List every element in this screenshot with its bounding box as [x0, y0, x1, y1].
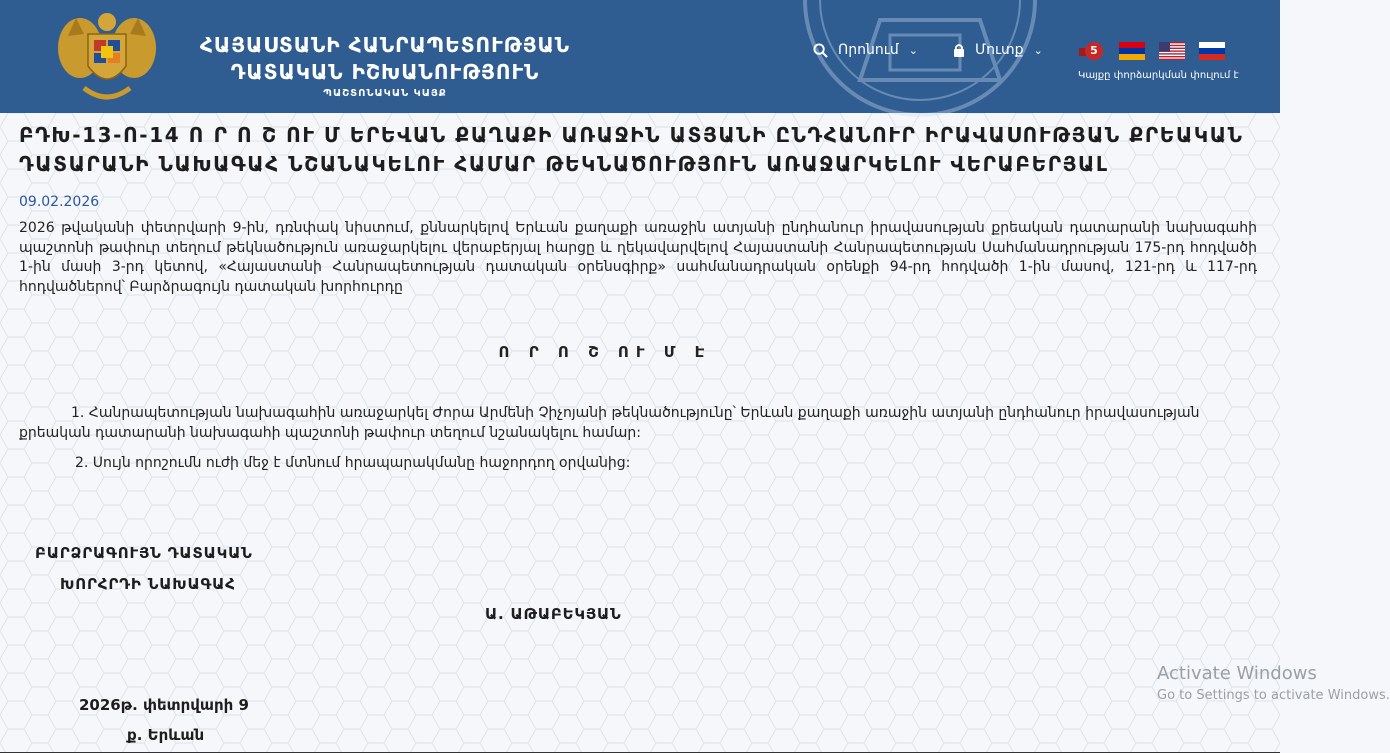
decision-item-1: 1. Հանրապետության նախագահին առաջարկել Ժորա Արմենի Չիչոյանի թեկնածությունը՝ Երևան քաղաքի առաջին ատյանի ընդհանուր իրավասության քրեական դատարանի նախագահի պաշտոնի թափուր տեղում նշանակելու համար:: [19, 405, 1200, 441]
notification-badge: 5: [1085, 42, 1103, 60]
watermark-line1: Activate Windows: [1157, 663, 1317, 684]
decision-item-2: 2. Սույն որոշումն ուժի մեջ է մտնում հրապարակմանը հաջորդող օրվանից:: [75, 455, 631, 471]
search-icon: [813, 43, 828, 58]
chevron-down-icon: ⌄: [908, 43, 918, 57]
search-label: Որոնում: [838, 42, 899, 58]
notification-icon[interactable]: [1079, 42, 1107, 60]
watermark-line2: Go to Settings to activate Windows.: [1157, 688, 1390, 703]
sign-date: 2026թ. փետրվարի 9: [79, 696, 249, 714]
site-title-line1: ՀԱՅԱՍՏԱՆԻ ՀԱՆՐԱՊԵՏՈՒԹՅԱՆ: [199, 33, 571, 57]
chevron-down-icon: ⌄: [1033, 43, 1043, 57]
lock-icon: [953, 43, 965, 57]
site-title-line2: ԴԱՏԱԿԱՆ ԻՇԽԱՆՈՒԹՅՈՒՆ: [230, 60, 540, 84]
document-title: ԲԴԽ-13-Ո-14 Ո Ր Ո Շ ՈՒ Մ ԵՐԵՎԱՆ ՔԱՂԱՔԻ ԱՌԱՋԻՆ ԱՏՅԱՆԻ ԸՆԴՀԱՆՈՒՐ ԻՐԱՎԱՍՈՒԹՅԱՆ ՔՐԵԱԿԱՆ ԴԱՏԱՐԱՆԻ ՆԱԽԱԳԱՀ ՆՇԱՆԱԿԵԼՈՒ ՀԱՄԱՐ ԹԵԿՆԱԾՈՒԹՅՈՒՆ ԱՌԱՋԱՐԿԵԼՈՒ ՎԵՐԱԲԵՐՅԱԼ: [19, 123, 1244, 176]
signature-name: Ա. ԱԹԱԲԵԿՅԱՆ: [485, 605, 622, 623]
site-header: [0, 0, 1280, 113]
site-subtitle: ՊԱՇՏՈՆԱԿԱՆ ԿԱՅՔ: [323, 88, 447, 99]
coat-of-arms[interactable]: [56, 8, 158, 106]
flag-ru-icon[interactable]: [1199, 42, 1225, 60]
login-label: Մուտք: [975, 42, 1024, 58]
signature-title-line2: ԽՈՐՀՐԴԻ ՆԱԽԱԳԱՀ: [60, 575, 236, 593]
decides-heading: Ո Ր Ո Շ ՈՒ Մ Է: [498, 343, 712, 361]
document-preamble: 2026 թվականի փետրվարի 9-ին, դռնփակ նիստում, քննարկելով Երևան քաղաքի առաջին ատյանի ընդհանուր իրավասության քրեական դատարանի նախագահի պաշտոնի թափուր տեղում թեկնածություն առաջարկելու վերաբերյալ հարցը և ղեկավարվելով Հայաստանի Հանրապետության Սահմանադրության 175-րդ հոդվածի 1-ին մասի 3-րդ կետով, «Հայաստանի Հանրապետության դատական օրենսգիրք» սահմանադրական օրենքի 94-րդ հոդվածի 1-ին մասով, 121-րդ և 117-րդ հոդվածներով՝ Բարձրագույն դատական խորհուրդը: [19, 220, 1257, 295]
court-building-seal: [790, 0, 1050, 120]
testing-phase-note: Կայքը փորձարկման փուլում է: [1078, 70, 1239, 81]
sign-place: ք. Երևան: [127, 726, 205, 744]
flag-us-icon[interactable]: [1159, 42, 1185, 60]
document-content: [0, 113, 1390, 753]
signature-title-line1: ԲԱՐՁՐԱԳՈՒՅՆ ԴԱՏԱԿԱՆ: [35, 544, 253, 562]
windows-activation-watermark: [1157, 663, 1390, 703]
login-menu[interactable]: [953, 42, 1043, 58]
site-title[interactable]: [170, 32, 600, 99]
document-date: 09.02.2026: [19, 194, 100, 210]
flag-am-icon[interactable]: [1119, 42, 1145, 60]
search-menu[interactable]: [813, 42, 918, 58]
